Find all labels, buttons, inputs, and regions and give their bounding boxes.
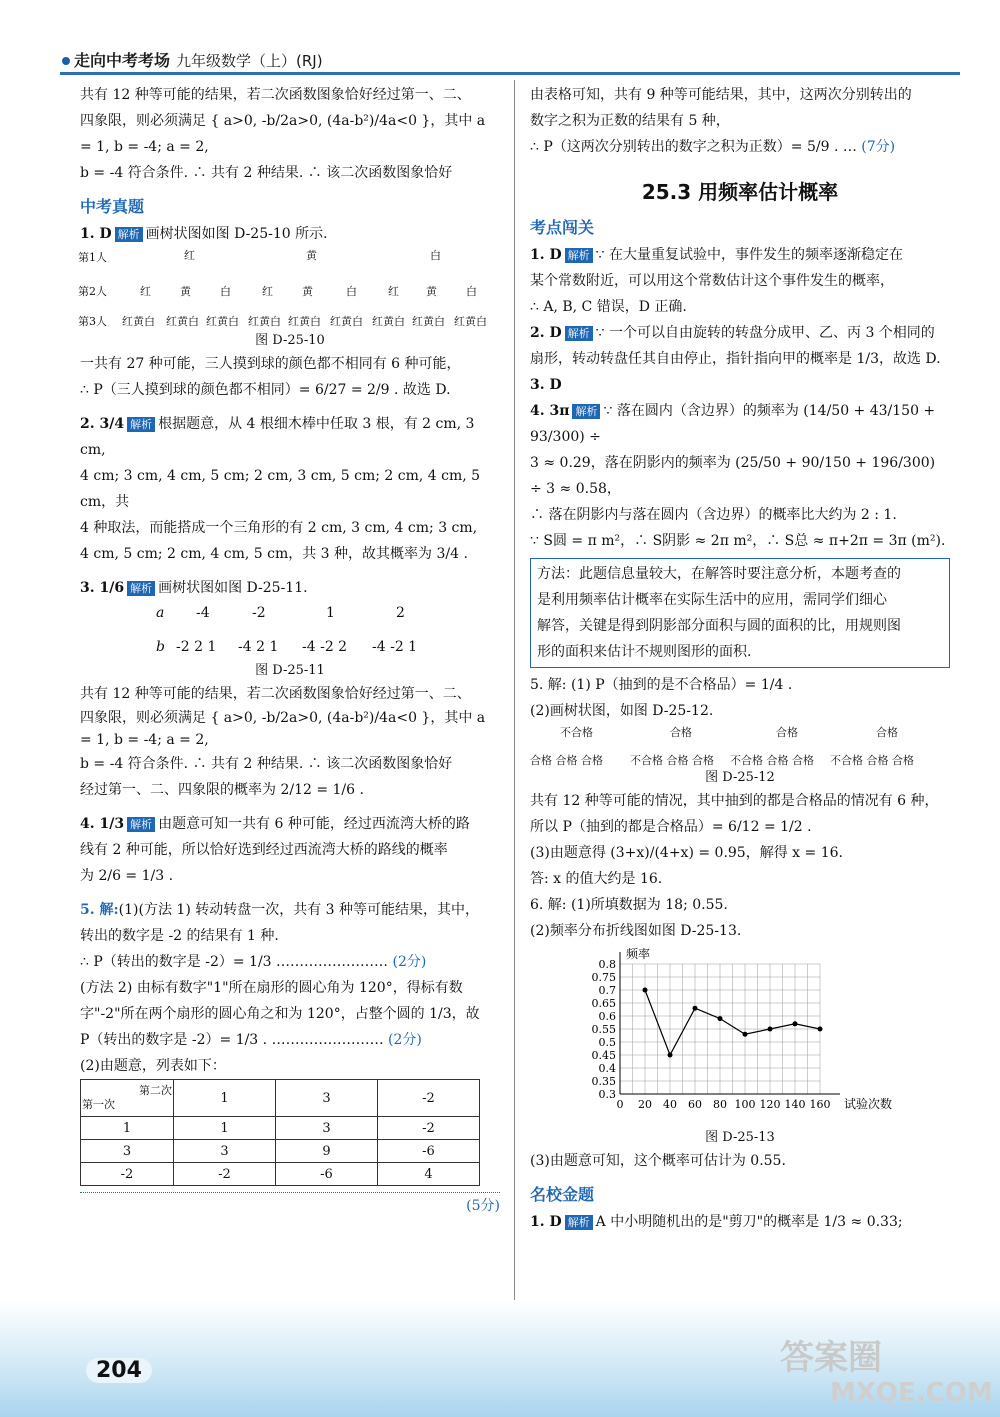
text-line: 某个常数附近，可以用这个常数估计这个事件发生的概率， [530, 273, 894, 289]
page-number: 204 [86, 1358, 152, 1383]
text-line: ∵ 落在圆内（含边界）的频率为 (14/50 + 43/150 + 93/300) ÷ [530, 403, 936, 445]
table-header: -2 [378, 1080, 480, 1117]
tree-node: 2 [396, 605, 405, 621]
y-tick-label: 0.5 [598, 1036, 616, 1049]
data-point [768, 1027, 773, 1032]
tree-node: 红 [262, 285, 273, 298]
text-line: ∵ 在大量重复试验中，事件发生的频率逐渐稳定在 [595, 247, 903, 263]
table-header: 3 [276, 1080, 378, 1117]
text-line: ∵ 一个可以自由旋转的转盘分成甲、乙、丙 3 个相同的 [595, 325, 935, 341]
analysis-tag: 解析 [565, 1215, 593, 1230]
tree-row-label: 第1人 [78, 251, 107, 264]
data-point [693, 1006, 698, 1011]
analysis-tag: 解析 [572, 404, 600, 419]
answer-num: 1. D [530, 1214, 562, 1230]
analysis-tag: 解析 [565, 248, 593, 263]
tree-node: -2 [252, 605, 266, 621]
table-cell: 1 [81, 1117, 174, 1140]
x-tick-label: 120 [759, 1098, 781, 1111]
tree-leaf: 红黄白 [122, 315, 155, 328]
tree-leaf: 红黄白 [454, 315, 487, 328]
tree-leaf: 红黄白 [330, 315, 363, 328]
text-line: 线有 2 种可能，所以恰好选到经过西流湾大桥的路线的概率 [80, 842, 448, 858]
data-point [818, 1027, 823, 1032]
corner-top: 第二次 [139, 1084, 172, 1097]
watermark-logo: 答案圈 [780, 1338, 882, 1378]
analysis-tag: 解析 [115, 227, 143, 242]
table-cell: 9 [276, 1140, 378, 1163]
text-line: 共有 12 种等可能的结果，若二次函数图象恰好经过第一、二、 [80, 686, 471, 702]
tree-label: a [156, 605, 165, 621]
score-label: (7分) [861, 139, 896, 155]
tree-node: 黄 [302, 285, 313, 298]
table-cell: -2 [174, 1163, 276, 1186]
y-tick-label: 0.45 [591, 1049, 616, 1062]
text-line: ∴ P（这两次分别转出的数字之积为正数）= 5/9 . … [530, 139, 857, 155]
tree-node: 白 [430, 249, 441, 262]
text-line: 共有 12 种等可能的情况，其中抽到的都是合格品的情况有 6 种， [530, 793, 939, 809]
table-row [81, 1117, 480, 1140]
text-line: 5. 解: (1) P（抽到的是不合格品）= 1/4 . [530, 677, 793, 693]
table-cell: 4 [378, 1163, 480, 1186]
text-line: (2)频率分布折线图如图 D-25-13. [530, 923, 742, 939]
data-point [793, 1021, 798, 1026]
y-tick-label: 0.7 [598, 984, 616, 997]
figure-caption: 图 D-25-12 [705, 770, 775, 785]
tree-leaf: 不合格 合格 合格 [830, 754, 914, 767]
analysis-tag: 解析 [127, 581, 155, 596]
tree-leaf: -2 2 1 [176, 639, 217, 655]
tree-leaf: 红黄白 [372, 315, 405, 328]
tree-row-label: 第2人 [78, 285, 107, 298]
tree-diagram-1 [80, 247, 500, 331]
answer-num: 2. D [530, 325, 562, 341]
tree-node: 白 [220, 285, 231, 298]
tree-leaf: 红黄白 [166, 315, 199, 328]
text-line: (方法 2) 由标有数字"1"所在扇形的圆心角为 120°，得标有数 [80, 980, 463, 996]
figure-caption: 图 D-25-10 [255, 333, 325, 348]
text-line: 为 2/6 = 1/3 . [80, 868, 174, 884]
text-line: 4 cm, 5 cm; 2 cm, 4 cm, 5 cm，共 3 种，故其概率为 3/4 . [80, 546, 468, 562]
text-line: 扇形，转动转盘任其自由停止，指针指向甲的概率是 1/3，故选 D. [530, 351, 941, 367]
answer-num: 5. 解: [80, 902, 119, 918]
table-cell: 3 [81, 1140, 174, 1163]
data-point [643, 988, 648, 993]
section-title: 名校金题 [530, 1185, 595, 1204]
text-line: b = -4 符合条件. ∴ 共有 2 种结果. ∴ 该二次函数图象恰好 [80, 756, 453, 772]
text-line: A 中小明随机出的是"剪刀"的概率是 1/3 ≈ 0.33; [595, 1214, 903, 1230]
text-line: 四象限，则必须满足 { a>0, -b/2a>0, (4a-b²)/4a<0 }，其中 a = 1, b = -4; a = 2, [80, 113, 486, 155]
tree-leaf: -4 -2 1 [372, 639, 418, 655]
text-line: 答: x 的值大约是 16. [530, 871, 663, 887]
text-line: 经过第一、二、四象限的概率为 2/12 = 1/6 . [80, 782, 364, 798]
tree-node: 黄 [426, 285, 437, 298]
watermark-url: MXQE.COM [830, 1378, 993, 1408]
x-tick-label: 140 [784, 1098, 806, 1111]
x-tick-label: 20 [638, 1098, 652, 1111]
tree-label: b [156, 639, 165, 655]
result-table [80, 1079, 480, 1186]
text-line: b = -4 符合条件. ∴ 共有 2 种结果. ∴ 该二次函数图象恰好 [80, 165, 453, 181]
tree-leaf: 红黄白 [248, 315, 281, 328]
header-subject: 九年级数学（上）(RJ) [176, 52, 323, 70]
corner-bottom: 第一次 [82, 1098, 115, 1111]
method-box [530, 558, 950, 668]
tree-node: 合格 [776, 726, 798, 739]
y-tick-label: 0.6 [598, 1010, 616, 1023]
score-label: (2分) [392, 954, 427, 970]
figure-caption: 图 D-25-13 [705, 1130, 775, 1145]
x-tick-label: 100 [734, 1098, 756, 1111]
text-line: ∴ 落在阴影内与落在圆内（含边界）的概率比大约为 2 : 1. [530, 507, 897, 523]
text-line: (3)由题意可知，这个概率可估计为 0.55. [530, 1153, 786, 1169]
frequency-chart [530, 944, 930, 1124]
answer-num: 1. D [530, 247, 562, 263]
table-cell: 3 [276, 1117, 378, 1140]
tree-node: 1 [326, 605, 335, 621]
text-line: 画树状图如图 D-25-11. [158, 580, 308, 596]
text-line: ∴ P（转出的数字是 -2）= 1/3 …………………… [80, 954, 389, 970]
text-line: (2)画树状图，如图 D-25-12. [530, 703, 714, 719]
data-point [718, 1016, 723, 1021]
y-tick-label: 0.3 [598, 1088, 616, 1101]
text-line: (2)由题意，列表如下： [80, 1058, 226, 1074]
text-line: 4 种取法，而能搭成一个三角形的有 2 cm, 3 cm, 4 cm; 3 cm, [80, 520, 478, 536]
text-line: 所以 P（抽到的都是合格品）= 6/12 = 1/2 . [530, 819, 812, 835]
answer-num: 3. 1/6 [80, 580, 125, 596]
tree-node: 红 [388, 285, 399, 298]
tree-leaf: 红黄白 [206, 315, 239, 328]
y-tick-label: 0.65 [591, 997, 616, 1010]
column-divider [514, 80, 515, 1340]
score-label: (2分) [388, 1032, 422, 1048]
tree-node: 黄 [180, 285, 191, 298]
y-tick-label: 0.4 [598, 1062, 616, 1075]
tree-node: 合格 [876, 726, 898, 739]
tree-leaf: 不合格 合格 合格 [630, 754, 714, 767]
tree-node: -4 [196, 605, 210, 621]
table-corner [81, 1080, 174, 1117]
x-tick-label: 80 [713, 1098, 727, 1111]
figure-caption: 图 D-25-11 [255, 663, 325, 678]
tree-leaf: 红黄白 [288, 315, 321, 328]
section-title: 考点闯关 [530, 218, 595, 237]
table-cell: 3 [174, 1140, 276, 1163]
text-line: 是利用频率估计概率在实际生活中的应用，需同学们细心 [537, 592, 887, 608]
text-line: ∴ A, B, C 错误，D 正确. [530, 299, 687, 315]
tree-leaf: -4 -2 2 [302, 639, 348, 655]
text-line: 由题意可知一共有 6 种可能，经过西流湾大桥的路 [158, 816, 470, 832]
x-tick-label: 40 [663, 1098, 677, 1111]
right-column [530, 82, 950, 1235]
tree-node: 白 [346, 285, 357, 298]
y-tick-label: 0.8 [598, 958, 616, 971]
text-line: (3)由题意得 (3+x)/(4+x) = 0.95，解得 x = 16. [530, 845, 843, 861]
tree-node: 合格 [670, 726, 692, 739]
tree-leaf: -4 2 1 [238, 639, 279, 655]
text-line: 根据题意，从 4 根细木棒中任取 3 根，有 2 cm, 3 cm, [80, 416, 475, 458]
text-line: (1)(方法 1) 转动转盘一次，共有 3 种等可能结果，其中， [118, 902, 480, 918]
text-line: ∴ P（三人摸到球的颜色都不相同）= 6/27 = 2/9 . 故选 D. [80, 382, 451, 398]
table-cell: -2 [378, 1117, 480, 1140]
data-point [668, 1053, 673, 1058]
table-cell: -6 [378, 1140, 480, 1163]
answer-num: 3. D [530, 377, 562, 393]
analysis-tag: 解析 [127, 417, 155, 432]
tree-leaf: 合格 合格 合格 [530, 754, 603, 767]
score-label: (5分) [466, 1198, 500, 1214]
table-row [81, 1163, 480, 1186]
answer-num: 4. 1/3 [80, 816, 125, 832]
table-row [81, 1140, 480, 1163]
analysis-tag: 解析 [127, 817, 155, 832]
text-line: 形的面积来估计不规则图形的面积. [537, 644, 752, 660]
text-line: 方法：此题信息量较大，在解答时要注意分析，本题考查的 [537, 566, 901, 582]
text-line: 3 ≈ 0.29，落在阴影内的频率为 (25/50 + 90/150 + 196/300) ÷ 3 ≈ 0.58， [530, 455, 936, 497]
section-title: 中考真题 [80, 197, 145, 216]
tree-leaf: 红黄白 [412, 315, 445, 328]
table-cell: -6 [276, 1163, 378, 1186]
analysis-tag: 解析 [565, 326, 593, 341]
data-point [743, 1032, 748, 1037]
text-line: 转出的数字是 -2 的结果有 1 种. [80, 928, 279, 944]
tree-node: 红 [140, 285, 151, 298]
text-line: 6. 解: (1)所填数据为 18; 0.55. [530, 897, 728, 913]
header-brand: 走向中考考场 [74, 51, 171, 70]
y-tick-label: 0.55 [591, 1023, 616, 1036]
tree-node: 红 [184, 249, 195, 262]
text-line: ∵ S圆 = π m²，∴ S阴影 ≈ 2π m²，∴ S总 ≈ π+2π = 3π (m²). [530, 533, 946, 549]
answer-num: 1. D [80, 226, 112, 242]
tree-row-label: 第3人 [78, 315, 107, 328]
header-rule [60, 72, 960, 75]
table-row [81, 1080, 480, 1117]
text-line: 解答，关键是得到阴影部分面积与圆的面积的比，用规则图 [537, 618, 901, 634]
tree-diagram-3 [530, 724, 950, 768]
text-line: 四象限，则必须满足 { a>0, -b/2a>0, (4a-b²)/4a<0 }，其中 a = 1, b = -4; a = 2, [80, 710, 486, 748]
answer-num: 2. 3/4 [80, 416, 125, 432]
table-cell: -2 [81, 1163, 174, 1186]
text-line: 一共有 27 种可能，三人摸到球的颜色都不相同有 6 种可能， [80, 356, 461, 372]
tree-diagram-2 [80, 601, 500, 661]
section-heading: 25.3 用频率估计概率 [641, 180, 839, 204]
y-axis-label: 频率 [626, 947, 651, 961]
tree-node: 白 [466, 285, 477, 298]
table-cell: 1 [174, 1117, 276, 1140]
text-line: 字"-2"所在两个扇形的圆心角之和为 120°，占整个圆的 1/3，故 [80, 1006, 480, 1022]
header [60, 48, 323, 71]
text-line: 由表格可知，共有 9 种等可能结果，其中，这两次分别转出的 [530, 87, 912, 103]
x-axis-label: 试验次数 [844, 1097, 893, 1111]
x-tick-label: 0 [616, 1098, 624, 1111]
y-tick-label: 0.35 [591, 1075, 616, 1088]
text-line: 数字之积为正数的结果有 5 种， [530, 113, 730, 129]
tree-node: 黄 [306, 249, 317, 262]
tree-node: 不合格 [560, 726, 593, 739]
x-tick-label: 60 [688, 1098, 702, 1111]
y-tick-label: 0.75 [591, 971, 616, 984]
left-column [80, 82, 500, 1219]
text-line: 共有 12 种等可能的结果，若二次函数图象恰好经过第一、二、 [80, 87, 471, 103]
table-header: 1 [174, 1080, 276, 1117]
text-line: 4 cm; 3 cm, 4 cm, 5 cm; 2 cm, 3 cm, 5 cm; 2 cm, 4 cm, 5 cm，共 [80, 468, 481, 510]
text-line: P（转出的数字是 -2）= 1/3 . …………………… [80, 1032, 384, 1048]
answer-num: 4. 3π [530, 403, 570, 419]
tree-leaf: 不合格 合格 合格 [730, 754, 814, 767]
x-tick-label: 160 [809, 1098, 831, 1111]
text-line: 画树状图如图 D-25-10 所示. [145, 226, 328, 242]
